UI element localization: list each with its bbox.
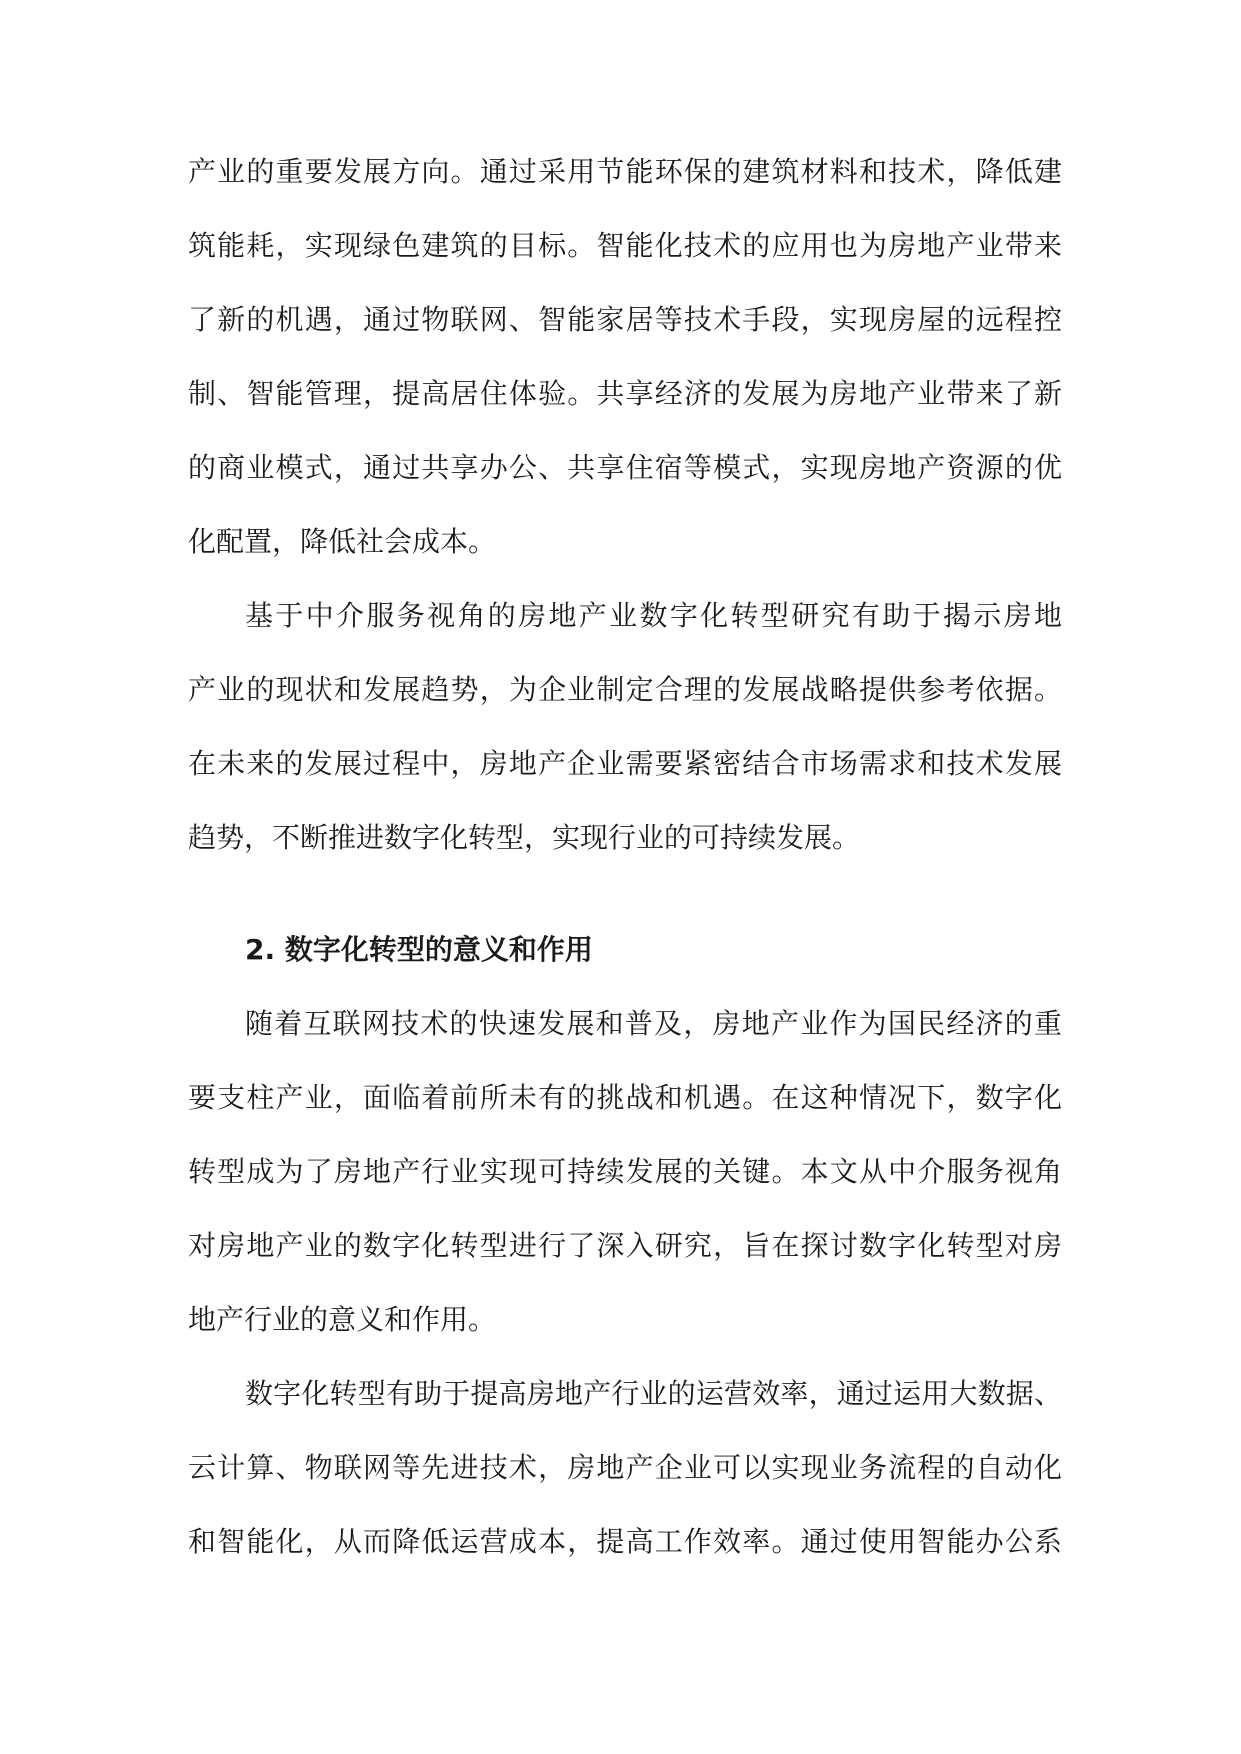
text-line: 制、智能管理，提高居住体验。共享经济的发展为房地产业带来了新 [188,377,1062,410]
text-line: 产业的重要发展方向。通过采用节能环保的建筑材料和技术，降低建 [188,155,1062,188]
paragraph-2 [188,586,1062,882]
text-line: 在未来的发展过程中，房地产企业需要紧密结合市场需求和技术发展 [188,747,1062,780]
text-line: 数字化转型有助于提高房地产行业的运营效率，通过运用大数据、 [245,1377,1062,1410]
text-line: 随着互联网技术的快速发展和普及，房地产业作为国民经济的重 [245,1007,1062,1040]
text-line: 化配置，降低社会成本。 [188,525,497,558]
text-line: 对房地产业的数字化转型进行了深入研究，旨在探讨数字化转型对房 [188,1229,1062,1262]
paragraph-1 [188,142,1062,586]
text-line: 要支柱产业，面临着前所未有的挑战和机遇。在这种情况下，数字化 [188,1081,1062,1114]
document-body [188,142,1062,1586]
text-line: 和智能化，从而降低运营成本，提高工作效率。通过使用智能办公系 [188,1525,1062,1558]
text-line: 趋势，不断推进数字化转型，实现行业的可持续发展。 [188,821,861,854]
text-line: 转型成为了房地产行业实现可持续发展的关键。本文从中介服务视角 [188,1155,1062,1188]
section-heading: 2. 数字化转型的意义和作用 [245,933,593,966]
text-line: 了新的机遇，通过物联网、智能家居等技术手段，实现房屋的远程控 [188,303,1062,336]
paragraph-3 [188,994,1062,1364]
text-line: 基于中介服务视角的房地产业数字化转型研究有助于揭示房地 [245,599,1062,632]
paragraph-4 [188,1364,1062,1586]
section-spacer [188,882,1062,920]
text-line: 地产行业的意义和作用。 [188,1303,497,1336]
text-line: 云计算、物联网等先进技术，房地产企业可以实现业务流程的自动化 [188,1451,1062,1484]
text-line: 筑能耗，实现绿色建筑的目标。智能化技术的应用也为房地产业带来 [188,229,1062,262]
text-line: 的商业模式，通过共享办公、共享住宿等模式，实现房地产资源的优 [188,451,1062,484]
text-line: 产业的现状和发展趋势，为企业制定合理的发展战略提供参考依据。 [188,673,1062,706]
